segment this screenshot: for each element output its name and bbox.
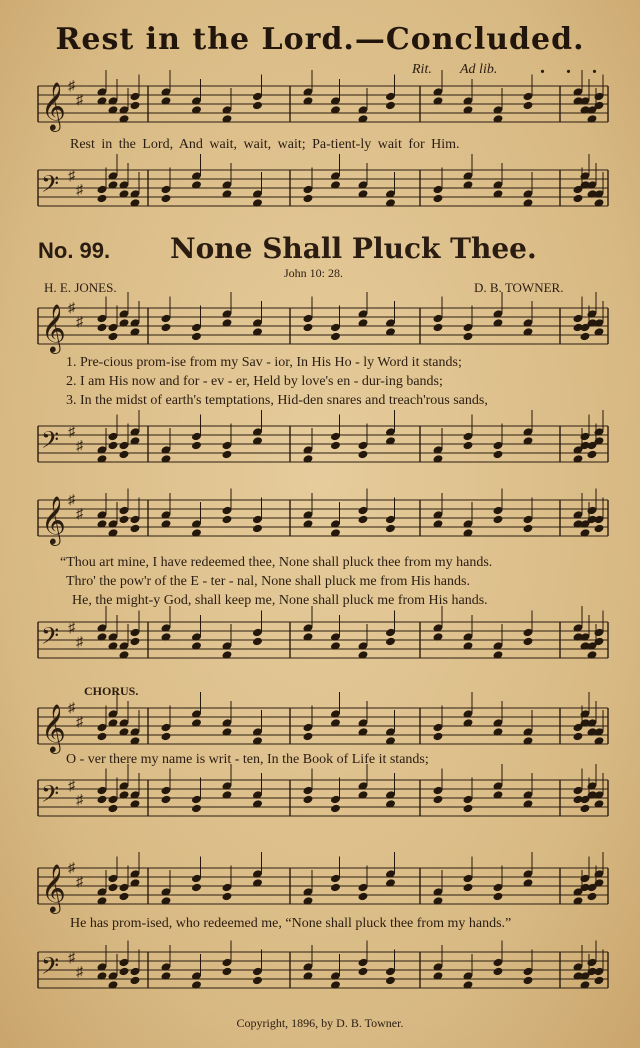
final-bass-staff bbox=[0, 944, 640, 1004]
notehead bbox=[191, 883, 202, 893]
notehead bbox=[222, 967, 233, 977]
sharp-icon: ♯ bbox=[68, 779, 75, 794]
notehead bbox=[108, 883, 119, 893]
notehead bbox=[161, 795, 172, 805]
notehead bbox=[330, 883, 341, 893]
notehead bbox=[161, 732, 172, 742]
sharp-icon: ♯ bbox=[76, 507, 83, 522]
notehead bbox=[191, 804, 202, 814]
notehead bbox=[385, 976, 396, 986]
chorus-bass-staff bbox=[0, 772, 640, 832]
notehead bbox=[303, 194, 314, 204]
notehead bbox=[119, 967, 130, 977]
notehead bbox=[130, 637, 141, 647]
notehead bbox=[385, 637, 396, 647]
sharp-icon: ♯ bbox=[76, 183, 83, 198]
notehead bbox=[493, 892, 504, 902]
bass-clef-icon: 𝄢 bbox=[41, 952, 60, 985]
notehead bbox=[303, 732, 314, 742]
notehead bbox=[130, 101, 141, 111]
notehead bbox=[463, 804, 474, 814]
top-treble-staff bbox=[0, 78, 640, 138]
treble-clef-icon: 𝄞 bbox=[41, 703, 66, 752]
notehead bbox=[433, 732, 444, 742]
notehead bbox=[493, 967, 504, 977]
notehead bbox=[119, 450, 130, 460]
sharp-icon: ♯ bbox=[68, 701, 75, 716]
system2-treble-staff bbox=[0, 492, 640, 552]
hymn-title: None Shall Pluck Thee. bbox=[170, 232, 537, 265]
sharp-icon: ♯ bbox=[68, 169, 75, 184]
notehead bbox=[303, 323, 314, 333]
notehead bbox=[493, 450, 504, 460]
notehead bbox=[97, 323, 108, 333]
notehead bbox=[330, 804, 341, 814]
sharp-icon: ♯ bbox=[68, 79, 75, 94]
notehead bbox=[191, 332, 202, 342]
notehead bbox=[358, 450, 369, 460]
notehead bbox=[97, 795, 108, 805]
system1-bass-staff bbox=[0, 418, 640, 478]
notehead bbox=[594, 976, 605, 986]
notehead bbox=[222, 515, 233, 525]
notehead bbox=[222, 450, 233, 460]
copyright-notice: Copyright, 1896, by D. B. Towner. bbox=[236, 1016, 404, 1030]
notehead bbox=[580, 332, 591, 342]
system1-verse3: 3. In the midst of earth's temptations, Hid-den snares and treach'rous sands, bbox=[66, 393, 488, 408]
sharp-icon: ♯ bbox=[76, 93, 83, 108]
hymn-number: No. 99. bbox=[38, 238, 111, 263]
notehead bbox=[463, 332, 474, 342]
notehead bbox=[463, 883, 474, 893]
notehead bbox=[108, 332, 119, 342]
notehead bbox=[433, 323, 444, 333]
sharp-icon: ♯ bbox=[68, 425, 75, 440]
system1-verse1: 1. Pre-cious prom-ise from my Sav - ior, In His Ho - ly Word it stands; bbox=[66, 355, 462, 370]
notehead bbox=[594, 524, 605, 534]
notehead bbox=[303, 795, 314, 805]
notehead bbox=[108, 441, 119, 451]
treble-clef-icon: 𝄞 bbox=[41, 495, 66, 544]
notehead bbox=[523, 976, 534, 986]
system1-treble-staff bbox=[0, 300, 640, 360]
sharp-icon: ♯ bbox=[68, 621, 75, 636]
system2-bass-staff bbox=[0, 614, 640, 674]
system1-verse2: 2. I am His now and for - ev - er, Held by love's en - dur-ing bands; bbox=[66, 374, 443, 389]
bass-clef-icon: 𝄢 bbox=[41, 780, 60, 813]
sharp-icon: ♯ bbox=[68, 951, 75, 966]
notehead bbox=[97, 194, 108, 204]
scripture-reference: John 10: 28. bbox=[284, 266, 344, 280]
notehead bbox=[358, 967, 369, 977]
top-lyrics: Rest in the Lord, And wait, wait, wait; Pa-tient-ly wait for Him. bbox=[70, 137, 460, 152]
notehead bbox=[358, 892, 369, 902]
sharp-icon: ♯ bbox=[76, 875, 83, 890]
notehead bbox=[252, 524, 263, 534]
notehead bbox=[587, 892, 598, 902]
notehead bbox=[108, 804, 119, 814]
notehead bbox=[580, 804, 591, 814]
notehead bbox=[161, 194, 172, 204]
sharp-icon: ♯ bbox=[76, 715, 83, 730]
chorus-label: CHORUS. bbox=[84, 684, 139, 698]
sharp-icon: ♯ bbox=[76, 793, 83, 808]
treble-clef-icon: 𝄞 bbox=[41, 81, 66, 130]
treble-clef-icon: 𝄞 bbox=[41, 303, 66, 352]
notehead bbox=[493, 515, 504, 525]
notehead bbox=[573, 194, 584, 204]
notehead bbox=[523, 101, 534, 111]
sharp-icon: ♯ bbox=[76, 965, 83, 980]
continued-title: Rest in the Lord.—Concluded. bbox=[55, 22, 585, 57]
author-name: H. E. JONES. bbox=[44, 280, 117, 295]
chorus-lyrics-line1: O - ver there my name is writ - ten, In the Book of Life it stands; bbox=[66, 752, 429, 767]
notehead bbox=[433, 795, 444, 805]
notehead bbox=[385, 524, 396, 534]
treble-clef-icon: 𝄞 bbox=[41, 863, 66, 912]
notehead bbox=[130, 976, 141, 986]
bass-clef-icon: 𝄢 bbox=[41, 426, 60, 459]
system2-verse1: “Thou art mine, I have redeemed thee, None shall pluck thee from my hands. bbox=[60, 555, 493, 570]
sharp-icon: ♯ bbox=[76, 635, 83, 650]
bass-clef-icon: 𝄢 bbox=[41, 170, 60, 203]
chorus-treble-staff bbox=[0, 700, 640, 760]
bass-clef-icon: 𝄢 bbox=[41, 622, 60, 655]
sharp-icon: ♯ bbox=[68, 493, 75, 508]
fermata-dots: . . . bbox=[540, 56, 605, 78]
notehead bbox=[433, 194, 444, 204]
sharp-icon: ♯ bbox=[76, 315, 83, 330]
notehead bbox=[252, 976, 263, 986]
system2-verse3: He, the might-y God, shall keep me, None shall pluck me from His hands. bbox=[72, 593, 488, 608]
notehead bbox=[330, 332, 341, 342]
system2-verse2: Thro' the pow'r of the E - ter - nal, None shall pluck me from His hands. bbox=[66, 574, 470, 589]
notehead bbox=[330, 441, 341, 451]
chorus-lyrics-line2: He has prom-ised, who redeemed me, “None shall pluck thee from my hands.” bbox=[70, 916, 512, 931]
notehead bbox=[119, 892, 130, 902]
notehead bbox=[222, 892, 233, 902]
notehead bbox=[97, 732, 108, 742]
notehead bbox=[523, 637, 534, 647]
tempo-marking-ad-lib: Ad lib. bbox=[460, 62, 498, 77]
notehead bbox=[523, 524, 534, 534]
top-bass-staff bbox=[0, 162, 640, 222]
notehead bbox=[463, 441, 474, 451]
notehead bbox=[252, 637, 263, 647]
notehead bbox=[587, 450, 598, 460]
notehead bbox=[130, 524, 141, 534]
final-treble-staff bbox=[0, 860, 640, 920]
tempo-marking-rit: Rit. bbox=[412, 62, 432, 77]
notehead bbox=[358, 515, 369, 525]
sharp-icon: ♯ bbox=[68, 301, 75, 316]
notehead bbox=[573, 732, 584, 742]
sharp-icon: ♯ bbox=[68, 861, 75, 876]
notehead bbox=[191, 441, 202, 451]
composer-name: D. B. TOWNER. bbox=[474, 280, 564, 295]
sharp-icon: ♯ bbox=[76, 439, 83, 454]
notehead bbox=[119, 515, 130, 525]
notehead bbox=[252, 101, 263, 111]
notehead bbox=[385, 101, 396, 111]
notehead bbox=[161, 323, 172, 333]
